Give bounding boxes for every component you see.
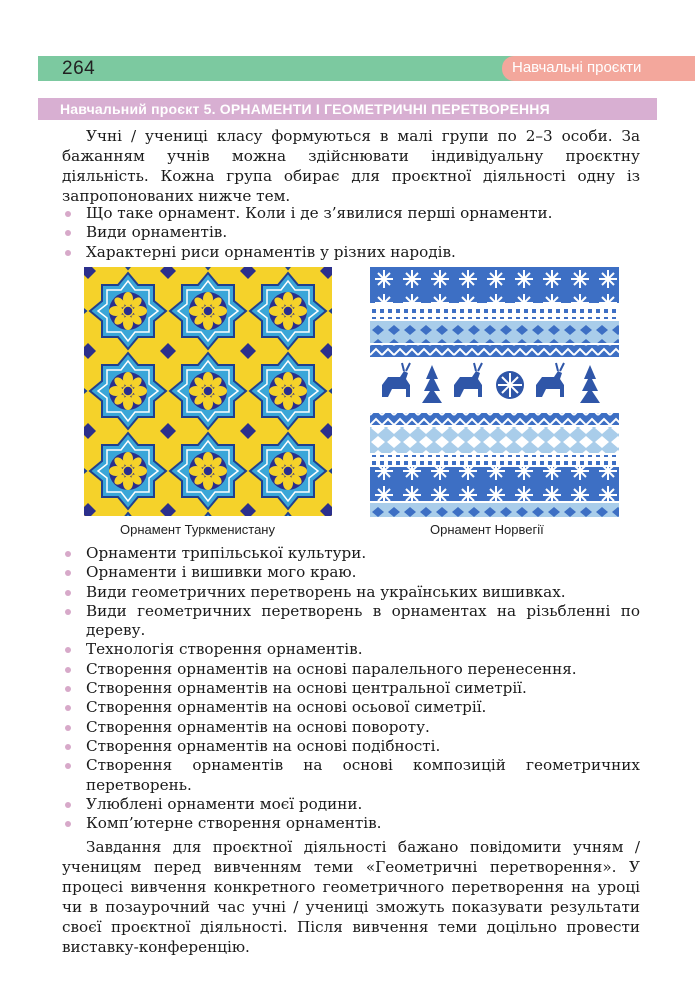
intro-text: Учні / учениці класу формуються в малі групи по 2–3 особи. За бажанням учнів можна здійснювати індивідуальну проєктну діяльність. Кожна група обирає для проєктної діяльності одну із запропонованих нижче тем. (62, 127, 640, 205)
topic-list-a (62, 204, 640, 262)
list-item: Що таке орнамент. Коли і де з’явилися перші орнаменти. (62, 204, 640, 223)
list-item: Комп’ютерне створення орнаментів. (62, 814, 640, 833)
list-item: Орнаменти трипільської культури. (62, 544, 640, 563)
intro-paragraph (62, 126, 640, 206)
list-item: Створення орнаментів на основі подібності. (62, 737, 640, 756)
list-item: Створення орнаментів на основі центральної симетрії. (62, 679, 640, 698)
conclusion-paragraph (62, 837, 640, 957)
section-tab-label: Навчальні проєкти (512, 59, 642, 76)
list-item: Створення орнаментів на основі осьової симетрії. (62, 698, 640, 717)
list-item: Улюблені орнаменти моєї родини. (62, 795, 640, 814)
list-item: Види геометричних перетворень на українських вишивках. (62, 583, 640, 602)
turkmenistan-caption: Орнамент Туркменистану (120, 522, 275, 537)
page-number: 264 (62, 58, 96, 79)
conclusion-text: Завдання для проєктної діяльності бажано повідомити учням / ученицям перед вивченням теми «Геометричні перетворення». У процесі вивчення конкретного геометричного перетворення на уроці чи в позаурочний час учні / учениці зможуть показувати результати своєї проєктної діяльності. Після вивчення теми доцільно провести виставку-конференцію. (62, 838, 640, 956)
list-item: Технологія створення орнаментів. (62, 640, 640, 659)
list-item: Види геометричних перетворень в орнаментах на різьбленні по дереву. (62, 602, 640, 641)
list-item: Характерні риси орнаментів у різних народів. (62, 243, 640, 262)
list-item: Створення орнаментів на основі паралельного перенесення. (62, 660, 640, 679)
list-item: Орнаменти і вишивки мого краю. (62, 563, 640, 582)
topic-list-b (62, 544, 640, 833)
turkmenistan-ornament-image (84, 267, 332, 516)
project-title: Навчальний проєкт 5. ОРНАМЕНТИ І ГЕОМЕТРИЧНІ ПЕРЕТВОРЕННЯ (60, 101, 550, 117)
list-item: Створення орнаментів на основі повороту. (62, 718, 640, 737)
list-item: Види орнаментів. (62, 223, 640, 242)
list-item: Створення орнаментів на основі композицій геометричних перетворень. (62, 756, 640, 795)
norway-caption: Орнамент Норвегії (430, 522, 544, 537)
norway-ornament-image (370, 267, 619, 517)
